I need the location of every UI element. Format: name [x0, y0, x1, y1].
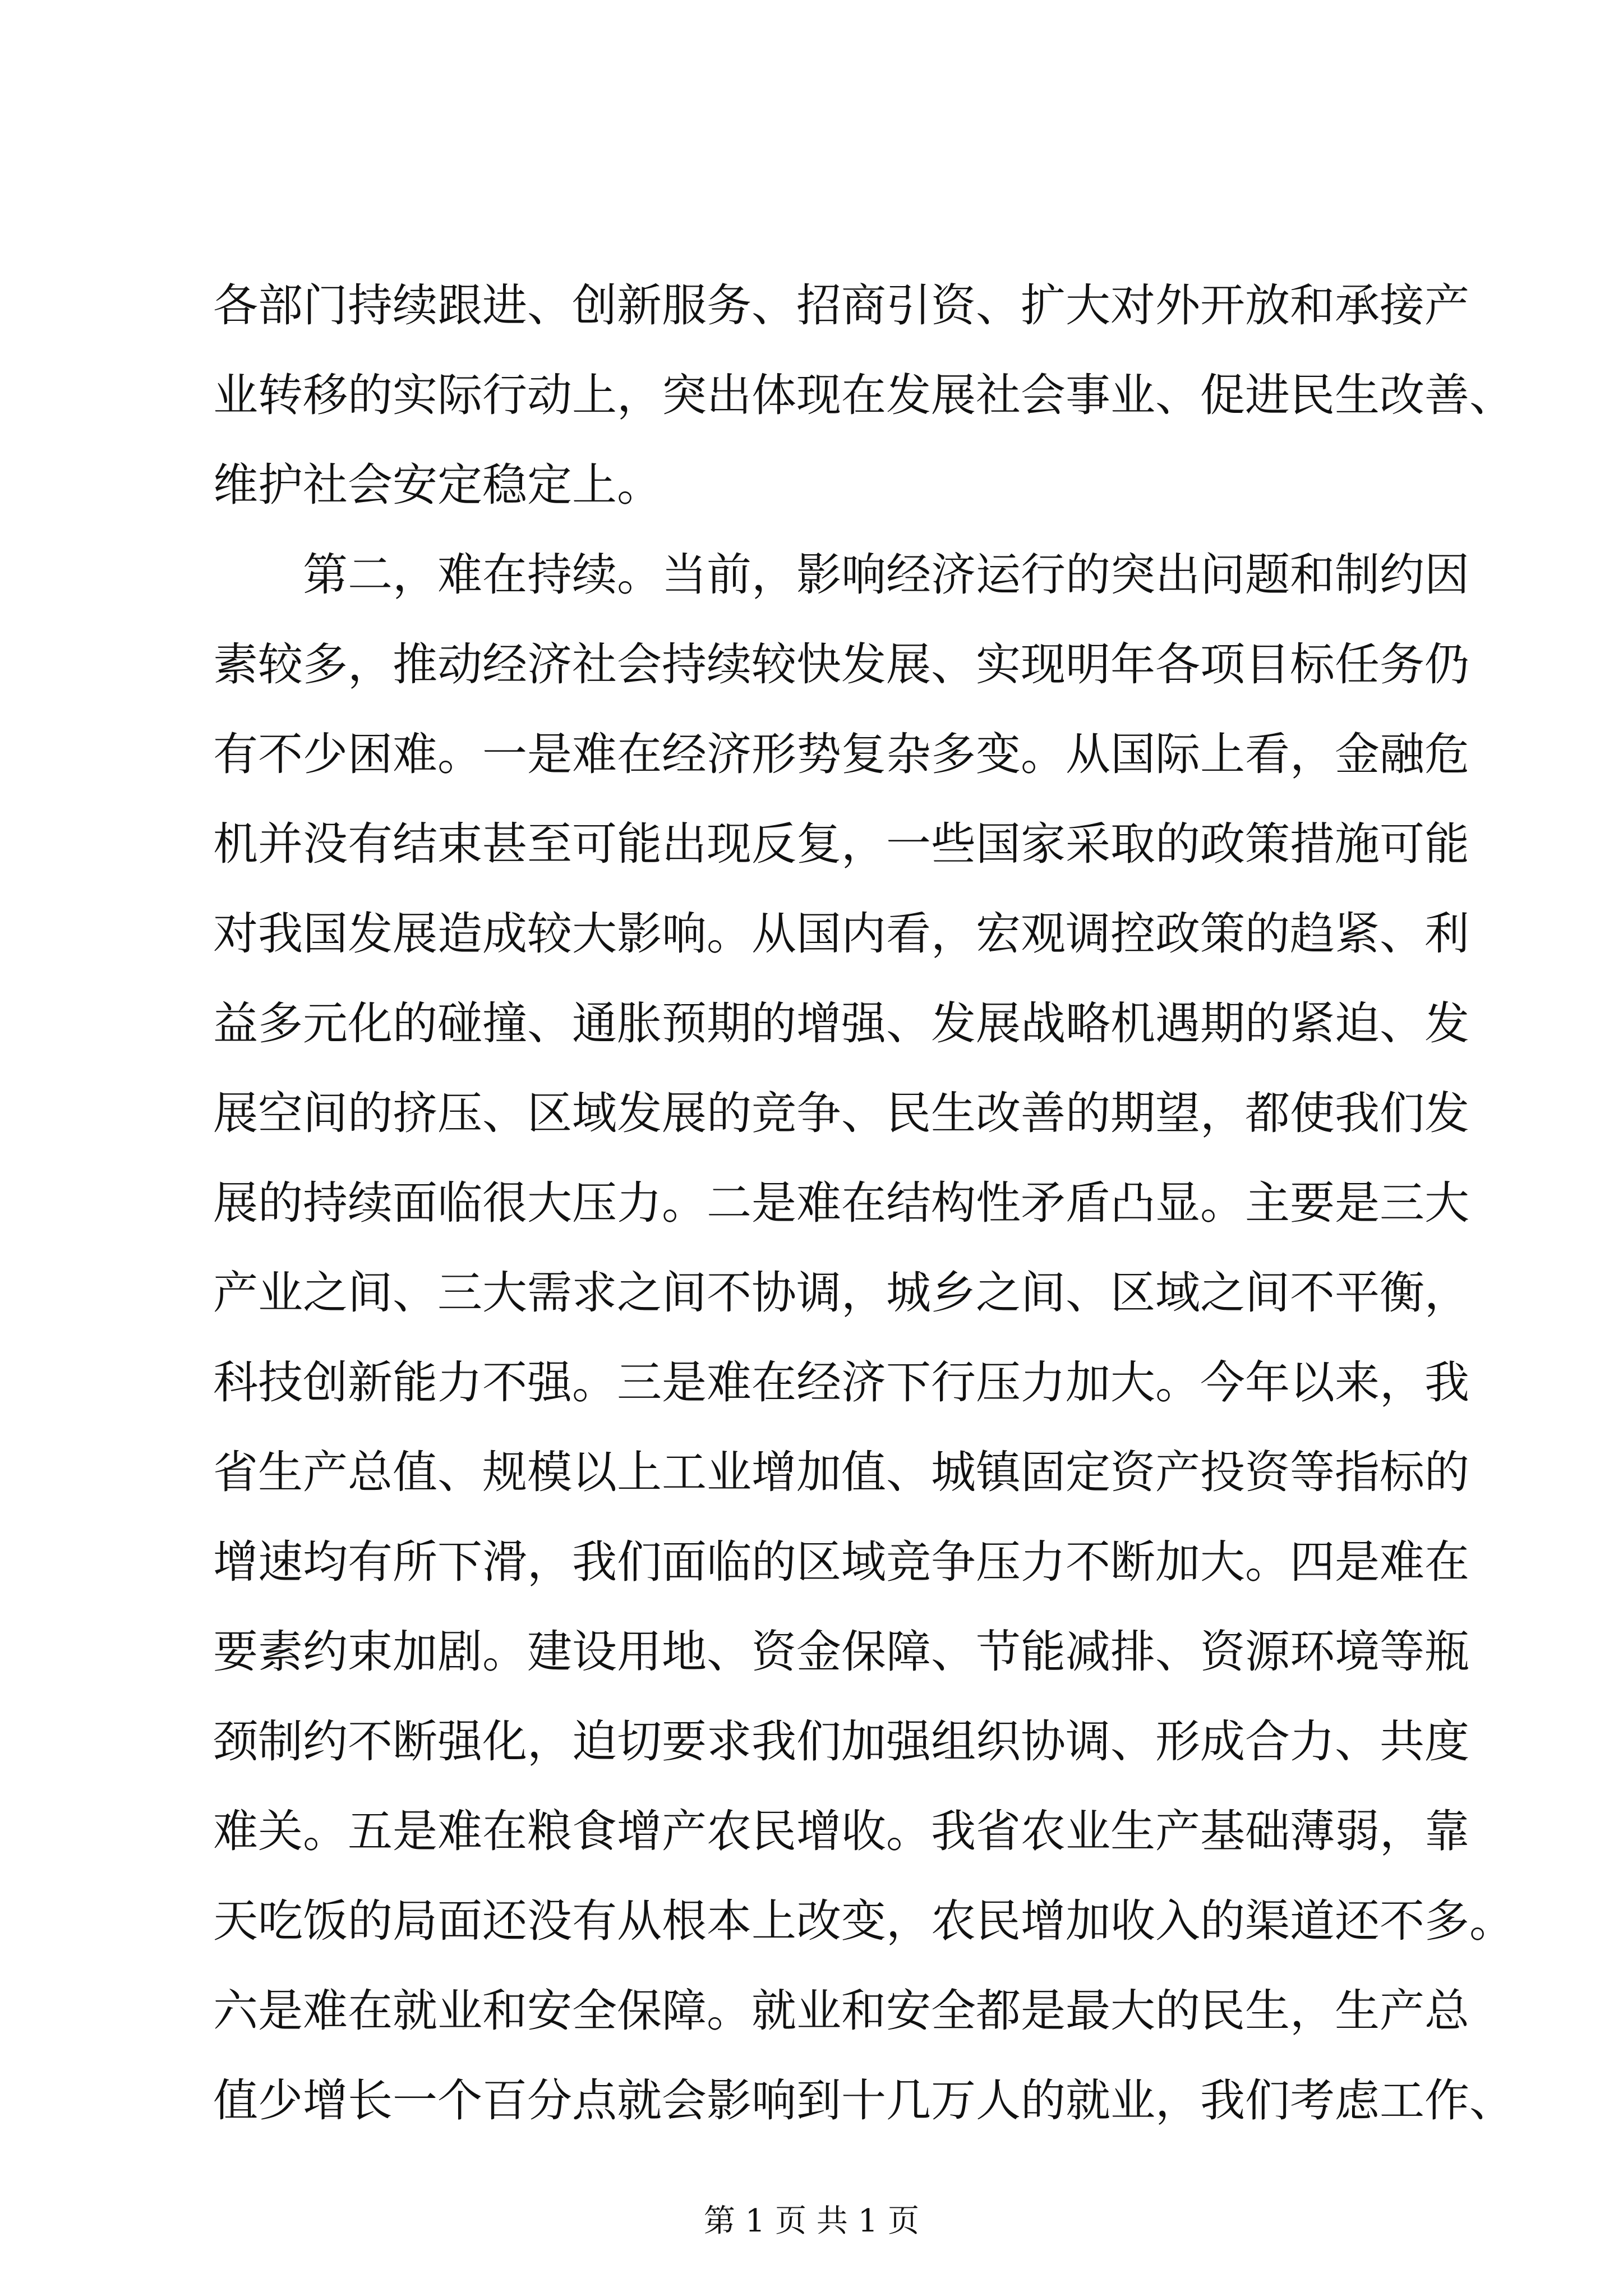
body-text-line: 展空间的挤压、区域发展的竞争、民生改善的期望，都使我们发: [213, 1087, 1469, 1139]
body-text-line: 维护社会安定稳定上。: [213, 459, 662, 511]
body-text-line: 天吃饭的局面还没有从根本上改变，农民增加收入的渠道还不多。: [213, 1895, 1514, 1947]
body-text-line: 省生产总值、规模以上工业增加值、城镇固定资产投资等指标的: [213, 1446, 1469, 1498]
body-text-line: 素较多，推动经济社会持续较快发展、实现明年各项目标任务仍: [213, 638, 1469, 691]
body-text-line: 六是难在就业和安全保障。就业和安全都是最大的民生，生产总: [213, 1985, 1469, 2037]
body-text-line: 机并没有结束甚至可能出现反复，一些国家采取的政策措施可能: [213, 818, 1469, 870]
body-text-line: 益多元化的碰撞、通胀预期的增强、发展战略机遇期的紧迫、发: [213, 997, 1469, 1050]
body-text-line: 科技创新能力不强。三是难在经济下行压力加大。今年以来，我: [213, 1356, 1469, 1409]
body-text-line: 展的持续面临很大压力。二是难在结构性矛盾凸显。主要是三大: [213, 1177, 1469, 1229]
body-text-line: 业转移的实际行动上，突出体现在发展社会事业、促进民生改善、: [213, 369, 1514, 421]
body-text-line: 产业之间、三大需求之间不协调，城乡之间、区域之间不平衡，: [213, 1267, 1469, 1319]
page-footer: 第 1 页 共 1 页: [703, 2203, 920, 2239]
body-text-line: 增速均有所下滑，我们面临的区域竞争压力不断加大。四是难在: [213, 1536, 1469, 1588]
body-text-line: 颈制约不断强化，迫切要求我们加强组织协调、形成合力、共度: [213, 1715, 1469, 1768]
paragraph-first-line: 第二，难在持续。当前，影响经济运行的突出问题和制约因: [303, 549, 1469, 601]
body-text-line: 有不少困难。一是难在经济形势复杂多变。从国际上看，金融危: [213, 728, 1469, 780]
body-text-line: 各部门持续跟进、创新服务、招商引资、扩大对外开放和承接产: [213, 279, 1469, 332]
body-text-line: 要素约束加剧。建设用地、资金保障、节能减排、资源环境等瓶: [213, 1626, 1469, 1678]
body-text-line: 难关。五是难在粮食增产农民增收。我省农业生产基础薄弱，靠: [213, 1805, 1469, 1857]
body-text-line: 对我国发展造成较大影响。从国内看，宏观调控政策的趋紧、利: [213, 908, 1469, 960]
body-text-line: 值少增长一个百分点就会影响到十几万人的就业，我们考虑工作、: [213, 2074, 1514, 2127]
